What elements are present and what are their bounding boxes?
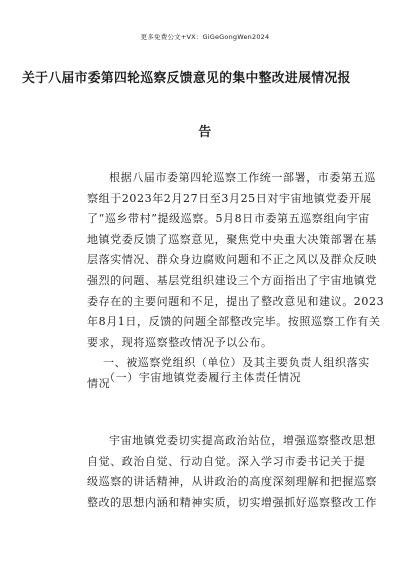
text-line: 情况 xyxy=(87,376,111,390)
body-paragraph-2 xyxy=(87,431,377,513)
document-title-line-1: 关于八届市委第四轮巡察反馈意见的集中整改进展情况报 xyxy=(22,71,351,86)
text-line: 层落实情况、群众身边腐败问题和不正之风以及群众反映 xyxy=(87,253,377,267)
section-heading-1: 一、被巡察党组织（单位）及其主要负责人组织落实 xyxy=(103,356,370,370)
subsection-heading-1 xyxy=(104,368,380,389)
text-line: 根据八届市委第四轮巡察工作统一部署，市委第五巡 xyxy=(109,171,376,184)
text-line: 强烈的问题、基层党组织建设三个方面指出了宇宙地镇党 xyxy=(87,273,377,287)
text-line: 年8月1日，反馈的问题全部整改完毕。按照巡察工作有关 xyxy=(87,315,381,329)
text-line: 整改的思想内涵和精神实质，切实增强抓好巡察整改工作 xyxy=(87,495,377,509)
text-line: 自觉、政治自觉、行动自觉。深入学习市委书记关于提 xyxy=(87,454,366,468)
header-note: 更多免费公文+VX：GiGeGongWen2024 xyxy=(140,33,270,41)
text-line: 级巡察的讲话精神，从讲政治的高度深刻理解和把握巡察 xyxy=(87,475,377,489)
text-line: 察组于2023年2月27日至3月25日对宇宙地镇党委开展 xyxy=(87,191,372,205)
text-line: 地镇党委反馈了巡察意见，聚焦党中央重大决策部署在基 xyxy=(87,232,377,246)
document-title-line-2: 告 xyxy=(198,125,212,140)
text-line: 要求，现将巡察整改情况予以公布。 xyxy=(87,335,273,349)
text-line: 委存在的主要问题和不足，提出了整改意见和建议。2023 xyxy=(87,294,385,308)
text-line: 宇宙地镇党委切实提高政治站位，增强巡察整改思想 xyxy=(109,434,376,447)
body-paragraph-1 xyxy=(87,168,385,395)
text-line: （一）宇宙地镇党委履行主体责任情况 xyxy=(104,371,302,384)
text-line: 了“巡乡带村”提级巡察。5月8日市委第五巡察组向宇宙 xyxy=(87,212,370,226)
